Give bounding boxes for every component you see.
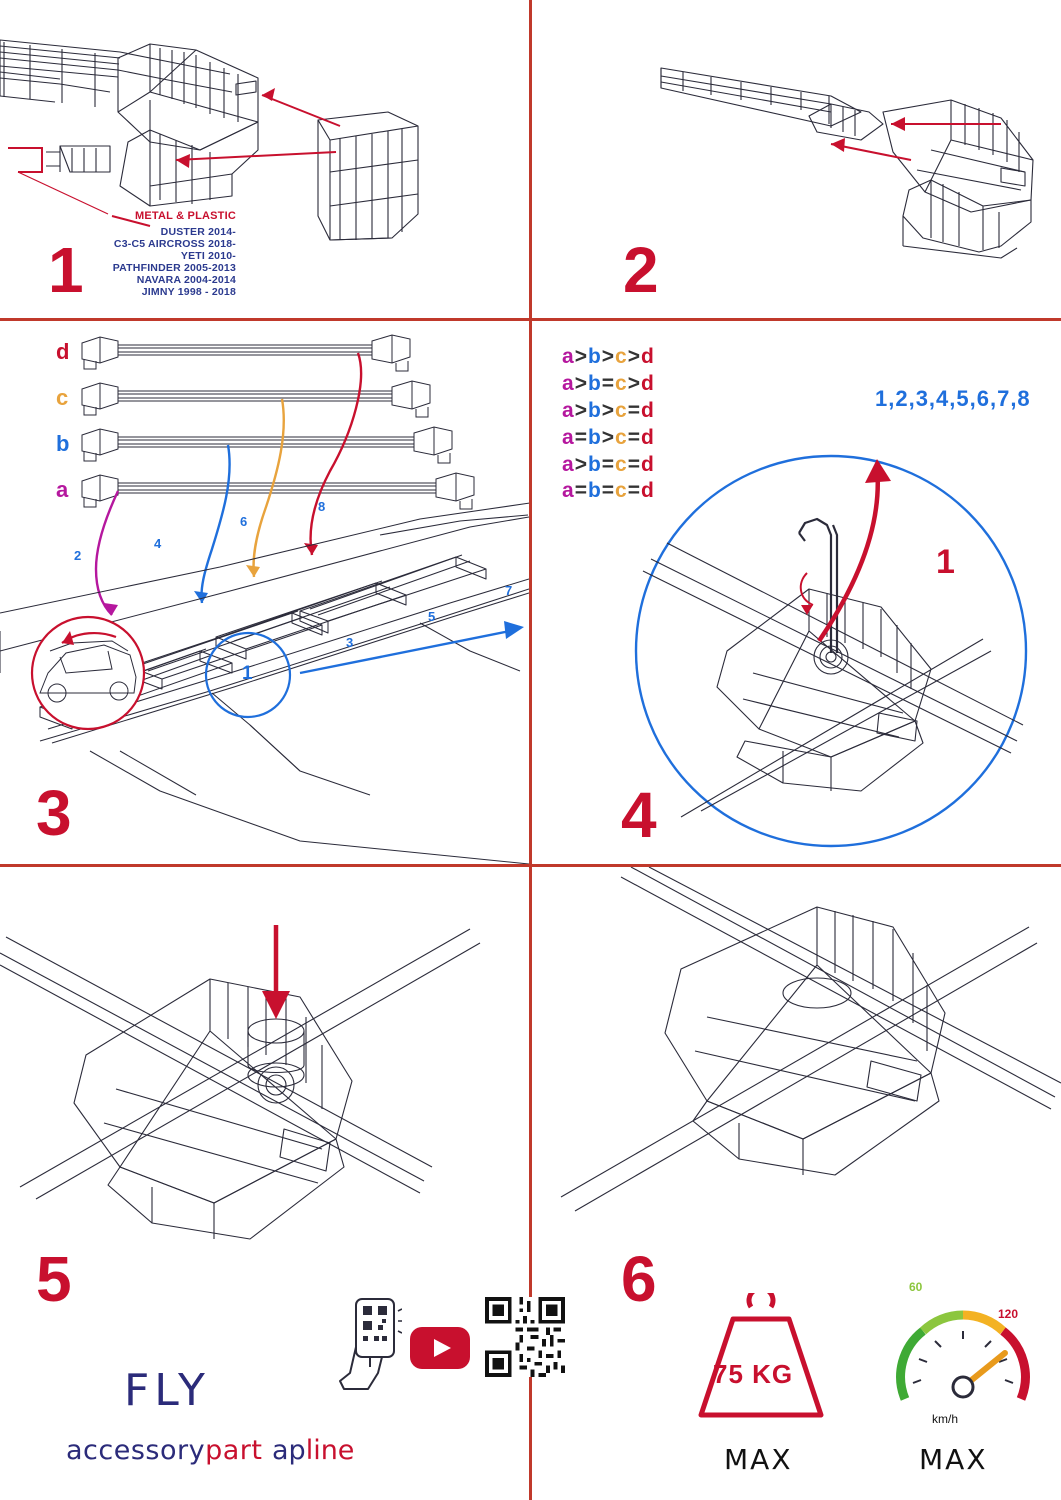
gauge-min-label: 60 <box>909 1280 923 1294</box>
panel-step-4 <box>531 321 1061 864</box>
vehicle-item: YETI 2010- <box>180 250 236 262</box>
vehicle-item: C3-C5 AIRCROSS 2018- <box>113 238 236 250</box>
phone-scan-icon <box>330 1295 402 1393</box>
mount-circle-number: 1 <box>242 663 253 684</box>
bolt-number-6: 6 <box>240 514 248 529</box>
brand-part-word: part <box>205 1435 263 1466</box>
sequence-row: a>b>c>d <box>562 345 655 368</box>
panel-step-3 <box>0 321 529 864</box>
sequence-row: a>b>c=d <box>562 398 655 422</box>
sequence-row: a>b=c>d <box>562 371 655 395</box>
panel-step-2 <box>531 0 1061 318</box>
step-number-1: 1 <box>48 234 84 306</box>
step-2-illustration <box>531 0 1061 318</box>
brand-accessory-word: accessory <box>66 1435 206 1466</box>
bolt-number-5: 5 <box>428 609 436 624</box>
step-number-3: 3 <box>36 777 72 849</box>
step-6-illustration <box>531 867 1061 1297</box>
sequence-row: a=b=c=d <box>562 479 655 503</box>
turn-count-label: 1 <box>936 543 955 581</box>
vehicle-list <box>113 226 236 298</box>
sequence-row: a>b=c=d <box>562 452 655 476</box>
weight-limit-icon <box>681 1293 841 1423</box>
vehicle-item: JIMNY 1998 - 2018 <box>141 286 236 298</box>
brand-apline <box>272 1435 354 1466</box>
metal-plastic-title: METAL & PLASTIC <box>135 210 236 222</box>
brand-fly: FLY <box>124 1365 210 1416</box>
bolt-number-8: 8 <box>318 499 326 514</box>
step-number-5: 5 <box>36 1243 72 1315</box>
speed-unit-label: km/h <box>932 1412 959 1426</box>
bar-label-c: c <box>56 385 69 410</box>
vehicle-item: PATHFINDER 2005-2013 <box>112 262 236 274</box>
bolt-number-3: 3 <box>346 635 354 650</box>
bar-label-d: d <box>56 339 70 364</box>
speed-max-label: MAX <box>919 1443 988 1476</box>
tighten-order-label: 1,2,3,4,5,6,7,8 <box>875 386 1031 411</box>
brand-line-word: line <box>305 1435 355 1466</box>
bolt-number-4: 4 <box>154 536 162 551</box>
brand-accessorypart <box>66 1435 262 1466</box>
bar-label-b: b <box>56 431 70 456</box>
youtube-icon[interactable] <box>409 1326 471 1370</box>
bar-label-a: a <box>56 477 69 502</box>
brand-ap-word: ap <box>272 1435 306 1466</box>
vehicle-item: DUSTER 2014- <box>160 226 236 238</box>
step-number-6: 6 <box>621 1243 657 1315</box>
panel-step-1 <box>0 0 529 318</box>
step-number-4: 4 <box>621 779 657 851</box>
bolt-number-2: 2 <box>74 548 82 563</box>
weight-max-label: MAX <box>724 1443 793 1476</box>
speed-gauge-icon <box>883 1287 1043 1427</box>
gauge-max-label: 120 <box>998 1307 1019 1321</box>
weight-value-label: 75 KG <box>713 1359 794 1389</box>
step-3-illustration <box>0 321 529 864</box>
step-5-illustration <box>0 867 529 1297</box>
step-number-2: 2 <box>623 234 659 306</box>
panel-step-6 <box>531 867 1061 1500</box>
sequence-row: a=b>c=d <box>562 425 655 449</box>
panel-step-5 <box>0 867 529 1500</box>
vehicle-item: NAVARA 2004-2014 <box>136 274 236 286</box>
bolt-number-7: 7 <box>505 583 513 598</box>
